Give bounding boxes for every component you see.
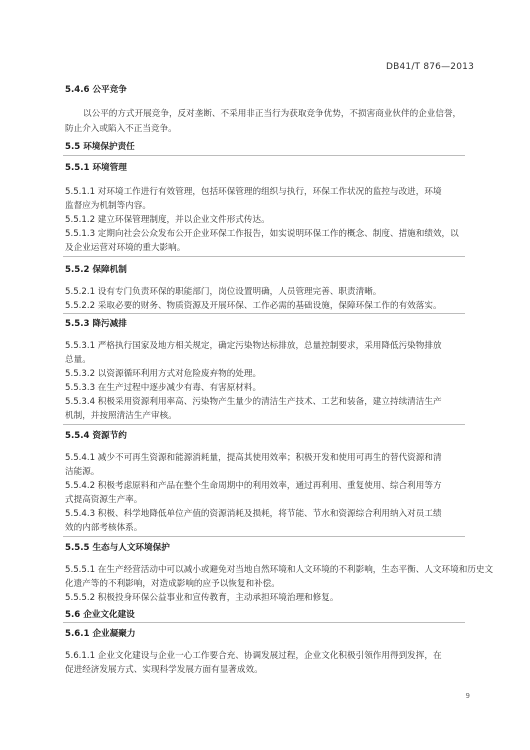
section-divider [63,536,465,537]
section-divider [63,313,465,314]
clause-5-5-4-1: 5.5.4.1 减少不可再生资源和能源消耗量，提高其使用效率；积极开发和使用可再生的替代资源和清 [65,453,442,463]
clause-5-5-5-1: 5.5.5.1 在生产经营活动中可以减小或避免对当地自然环境和人文环境的不利影响，生态平衡、人文环境和历史文 [65,565,494,575]
section-divider [63,622,465,623]
section-heading-5-5-1: 5.5.1 环境管理 [65,163,127,173]
section-divider [63,256,465,257]
page-number: 9 [465,692,470,700]
paragraph-line: 总量。 [65,355,91,365]
clause-5-5-3-3: 5.5.3.3 在生产过程中逐步减少有毒、有害原材料。 [65,383,262,393]
clause-5-5-4-2: 5.5.4.2 积极考虑原料和产品在整个生命周期中的利用效率，通过再利用、重复使用、综合利用等方 [65,481,442,491]
paragraph-line: 监督应为机制等内容。 [65,201,151,211]
paragraph-line: 洁能源。 [65,467,100,477]
clause-5-5-1-3: 5.5.1.3 定期向社会公众发布公开企业环保工作报告，如实说明环保工作的概念、制度、措施和绩效，以 [65,229,459,239]
clause-5-5-3-2: 5.5.3.2 以资源循环利用方式对危险废弃物的处理。 [65,369,262,379]
section-heading-5-5: 5.5 环境保护责任 [65,142,135,152]
paragraph-line: 促进经济发展方式、实现科学发展方面有显著成效。 [65,665,263,675]
clause-5-6-1-1: 5.6.1.1 企业文化建设与企业一心工作要合充、协调发展过程，企业文化积极引领作用得到发挥，在 [65,651,442,661]
section-divider [63,424,465,425]
section-heading-5-5-5: 5.5.5 生态与人文环境保护 [65,543,170,553]
section-heading-5-5-4: 5.5.4 资源节约 [65,431,127,441]
section-heading-5-5-2: 5.5.2 保障机制 [65,265,127,275]
clause-5-5-3-1: 5.5.3.1 严格执行国家及地方相关规定，确定污染物达标排放，总量控制要求，采用降低污染物排放 [65,341,442,351]
paragraph-line: 及企业运营对环境的重大影响。 [65,243,186,253]
clause-5-5-2-1: 5.5.2.1 设有专门负责环保的职能部门，岗位设置明确，人员管理完善、职责清晰。 [65,287,382,297]
paragraph-line: 防止介入或陷入不正当竞争。 [65,124,177,134]
section-heading-5-4-6: 5.4.6 公平竞争 [65,85,127,95]
section-heading-5-6-1: 5.6.1 企业凝聚力 [65,629,136,639]
paragraph-line: 效的内部考核体系。 [65,523,143,533]
paragraph-line: 化遗产等的不利影响，对造成影响的应予以恢复和补偿。 [65,579,280,589]
section-heading-5-6: 5.6 企业文化建设 [65,610,135,620]
clause-5-5-4-3: 5.5.4.3 积极、科学地降低单位产值的资源消耗及损耗，将节能、节水和资源综合利用纳入对员工绩 [65,509,442,519]
clause-5-5-5-2: 5.5.5.2 积极投身环保公益事业和宣传教育，主动承担环境治理和修复。 [65,593,339,603]
clause-5-5-3-4: 5.5.3.4 积极采用资源利用率高、污染物产生量少的清洁生产技术、工艺和装备，建立持续清洁生产 [65,397,442,407]
paragraph-line: 式提高资源生产率。 [65,495,143,505]
section-divider [63,155,465,156]
clause-5-5-1-2: 5.5.1.2 建立环保管理制度，并以企业文件形式传达。 [65,215,270,225]
paragraph-line: 以公平的方式开展竞争，反对垄断、不采用非正当行为获取竞争优势，不损害商业伙伴的企业信誉， [83,109,462,119]
clause-5-5-2-2: 5.5.2.2 采取必要的财务、物质资源及开展环保、工作必需的基础设施，保障环保工作的有效落实。 [65,301,442,311]
paragraph-line: 机制，并按照清洁生产审核。 [65,411,177,421]
clause-5-5-1-1: 5.5.1.1 对环境工作进行有效管理，包括环保管理的组织与执行，环保工作状况的监控与改进，环境 [65,187,442,197]
section-heading-5-5-3: 5.5.3 降污减排 [65,319,127,329]
document-code: DB41/T 876—2013 [385,62,474,72]
